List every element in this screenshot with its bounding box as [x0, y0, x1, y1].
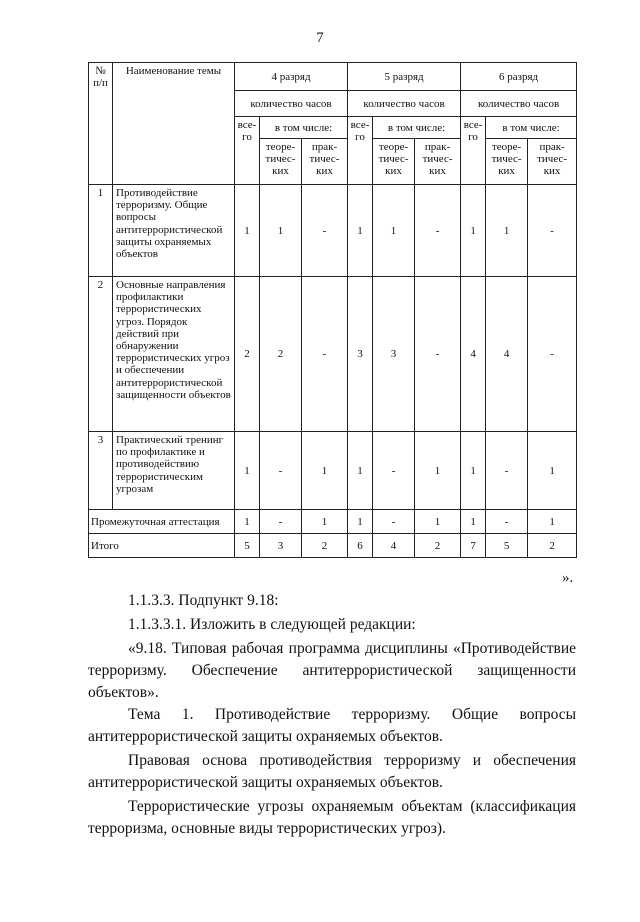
header-including: в том числе: [486, 117, 577, 139]
cell-value: - [302, 277, 348, 432]
cell-value: - [260, 432, 302, 510]
header-practice: прак-тичес-ких [302, 139, 348, 185]
curriculum-table [88, 62, 577, 558]
cell-value: 1 [415, 510, 461, 534]
cell-value: 2 [528, 534, 577, 558]
cell-value: 4 [373, 534, 415, 558]
cell-value: 4 [486, 277, 528, 432]
cell-value: - [260, 510, 302, 534]
header-total: все-го [348, 117, 373, 185]
cell-value: - [373, 510, 415, 534]
interim-label: Промежуточная аттестация [89, 510, 235, 534]
header-practice: прак-тичес-ких [528, 139, 577, 185]
paragraph-topic1-line2: антитеррористической защиты охраняемых объектов. [88, 728, 443, 745]
cell-value: 1 [461, 510, 486, 534]
header-theory: теоре-тичес-ких [486, 139, 528, 185]
cell-value: 6 [348, 534, 373, 558]
cell-value: 1 [348, 432, 373, 510]
cell-value: 4 [461, 277, 486, 432]
cell-value: 1 [486, 185, 528, 277]
header-hours: количество часов [235, 91, 348, 117]
cell-value: 1 [235, 185, 260, 277]
paragraph-program-title-line3: объектов». [88, 684, 159, 701]
header-hours: количество часов [461, 91, 577, 117]
cell-value: 2 [260, 277, 302, 432]
table-row [89, 432, 577, 510]
cell-value: 2 [415, 534, 461, 558]
cell-value: 1 [260, 185, 302, 277]
header-grade-6: 6 разряд [461, 63, 577, 91]
cell-value: 1 [461, 432, 486, 510]
closing-quote: ». [562, 570, 574, 586]
paragraph-threats-line2: терроризма, основные виды террористических угроз). [88, 820, 446, 837]
header-practice: прак-тичес-ких [415, 139, 461, 185]
header-hours: количество часов [348, 91, 461, 117]
cell-value: 1 [461, 185, 486, 277]
cell-value: 1 [348, 185, 373, 277]
header-including: в том числе: [373, 117, 461, 139]
row-theme: Основные направления профилактики террористических угроз. Порядок действий при обнаружении террористических угроз и обеспечении антитеррористической защищенности объектов [113, 277, 235, 432]
header-grade-5: 5 разряд [348, 63, 461, 91]
cell-value: 1 [235, 510, 260, 534]
page-number: 7 [316, 30, 324, 46]
cell-value: 1 [373, 185, 415, 277]
row-num: 3 [89, 432, 113, 510]
header-theme: Наименование темы [113, 63, 235, 185]
cell-value: 2 [235, 277, 260, 432]
cell-value: - [415, 185, 461, 277]
paragraph-edit-instruction: 1.1.3.3.1. Изложить в следующей редакции: [128, 616, 416, 633]
paragraph-program-title-line2: терроризму. Обеспечение антитеррористической защищенности [88, 662, 576, 679]
row-theme: Практический тренинг по профилактике и противодействию террористическим угрозам [113, 432, 235, 510]
paragraph-program-title-line1: «9.18. Типовая рабочая программа дисциплины «Противодействие [128, 640, 576, 657]
table-row-total [89, 534, 577, 558]
header-theory: теоре-тичес-ких [373, 139, 415, 185]
cell-value: 3 [373, 277, 415, 432]
header-grade-4: 4 разряд [235, 63, 348, 91]
cell-value: 1 [528, 510, 577, 534]
cell-value: 7 [461, 534, 486, 558]
cell-value: 1 [235, 432, 260, 510]
header-theory: теоре-тичес-ких [260, 139, 302, 185]
table-row [89, 277, 577, 432]
paragraph-legal-basis-line1: Правовая основа противодействия терроризму и обеспечения [128, 752, 576, 769]
cell-value: 1 [302, 510, 348, 534]
row-theme: Противодействие терроризму. Общие вопросы антитеррористической защиты охраняемых объектов [113, 185, 235, 277]
cell-value: - [528, 185, 577, 277]
cell-value: 1 [528, 432, 577, 510]
header-including: в том числе: [260, 117, 348, 139]
row-num: 2 [89, 277, 113, 432]
cell-value: - [373, 432, 415, 510]
total-label: Итого [89, 534, 235, 558]
cell-value: - [528, 277, 577, 432]
cell-value: 3 [348, 277, 373, 432]
cell-value: 1 [302, 432, 348, 510]
cell-value: 3 [260, 534, 302, 558]
cell-value: 1 [415, 432, 461, 510]
row-num: 1 [89, 185, 113, 277]
paragraph-threats-line1: Террористические угрозы охраняемым объектам (классификация [128, 798, 576, 815]
paragraph-subclause: 1.1.3.3. Подпункт 9.18: [128, 592, 279, 609]
cell-value: - [486, 510, 528, 534]
cell-value: - [302, 185, 348, 277]
cell-value: 1 [348, 510, 373, 534]
paragraph-topic1-line1: Тема 1. Противодействие терроризму. Общие вопросы [128, 706, 576, 723]
header-total: все-го [235, 117, 260, 185]
table-row [89, 185, 577, 277]
cell-value: 5 [235, 534, 260, 558]
header-total: все-го [461, 117, 486, 185]
cell-value: 5 [486, 534, 528, 558]
cell-value: - [415, 277, 461, 432]
table-row-interim [89, 510, 577, 534]
cell-value: 2 [302, 534, 348, 558]
paragraph-legal-basis-line2: антитеррористической защиты охраняемых объектов. [88, 774, 443, 791]
cell-value: - [486, 432, 528, 510]
header-num: № п/п [89, 63, 113, 185]
